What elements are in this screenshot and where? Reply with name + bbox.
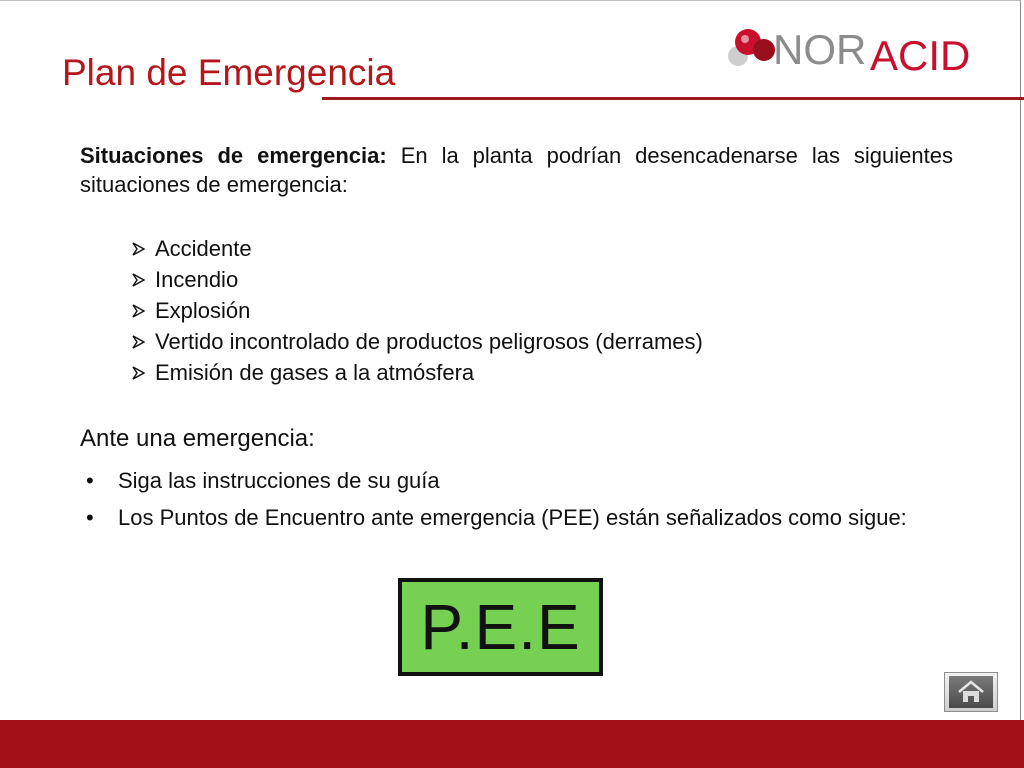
footer-bar xyxy=(0,720,1024,768)
page-title: Plan de Emergencia xyxy=(62,52,396,93)
bullet-dot: • xyxy=(86,468,94,493)
list-item: Accidente xyxy=(132,233,703,264)
arrow-bullet-icon xyxy=(132,304,145,318)
logo-nor-text: NOR xyxy=(773,26,867,73)
logo-acid-text: ACID xyxy=(870,32,971,76)
intro-text: En la planta podrían desencadenarse las siguientes situaciones de emergencia: xyxy=(80,143,953,197)
list-item: Vertido incontrolado de productos peligrosos (derrames) xyxy=(132,326,703,357)
instructions-heading: Ante una emergencia: xyxy=(80,425,315,452)
home-button[interactable] xyxy=(944,672,998,712)
title-underline xyxy=(322,97,1024,100)
list-item: • Los Puntos de Encuentro ante emergencia (PEE) están señalizados como sigue: xyxy=(80,503,910,532)
bullet-dot: • xyxy=(86,505,94,530)
pee-sign: P.E.E xyxy=(398,578,603,676)
situations-list xyxy=(132,233,703,388)
molecule-icon xyxy=(728,29,775,66)
home-icon xyxy=(956,680,986,704)
list-item: Explosión xyxy=(132,295,703,326)
arrow-bullet-icon xyxy=(132,335,145,349)
arrow-bullet-icon xyxy=(132,366,145,380)
intro-paragraph xyxy=(80,141,953,199)
list-item: Incendio xyxy=(132,264,703,295)
list-item: • Siga las instrucciones de su guía xyxy=(80,466,910,495)
instructions-list xyxy=(80,466,910,540)
arrow-bullet-icon xyxy=(132,273,145,287)
noracid-logo xyxy=(724,20,984,76)
arrow-bullet-icon xyxy=(132,242,145,256)
list-item: Emisión de gases a la atmósfera xyxy=(132,357,703,388)
intro-label: Situaciones de emergencia: xyxy=(80,143,387,168)
